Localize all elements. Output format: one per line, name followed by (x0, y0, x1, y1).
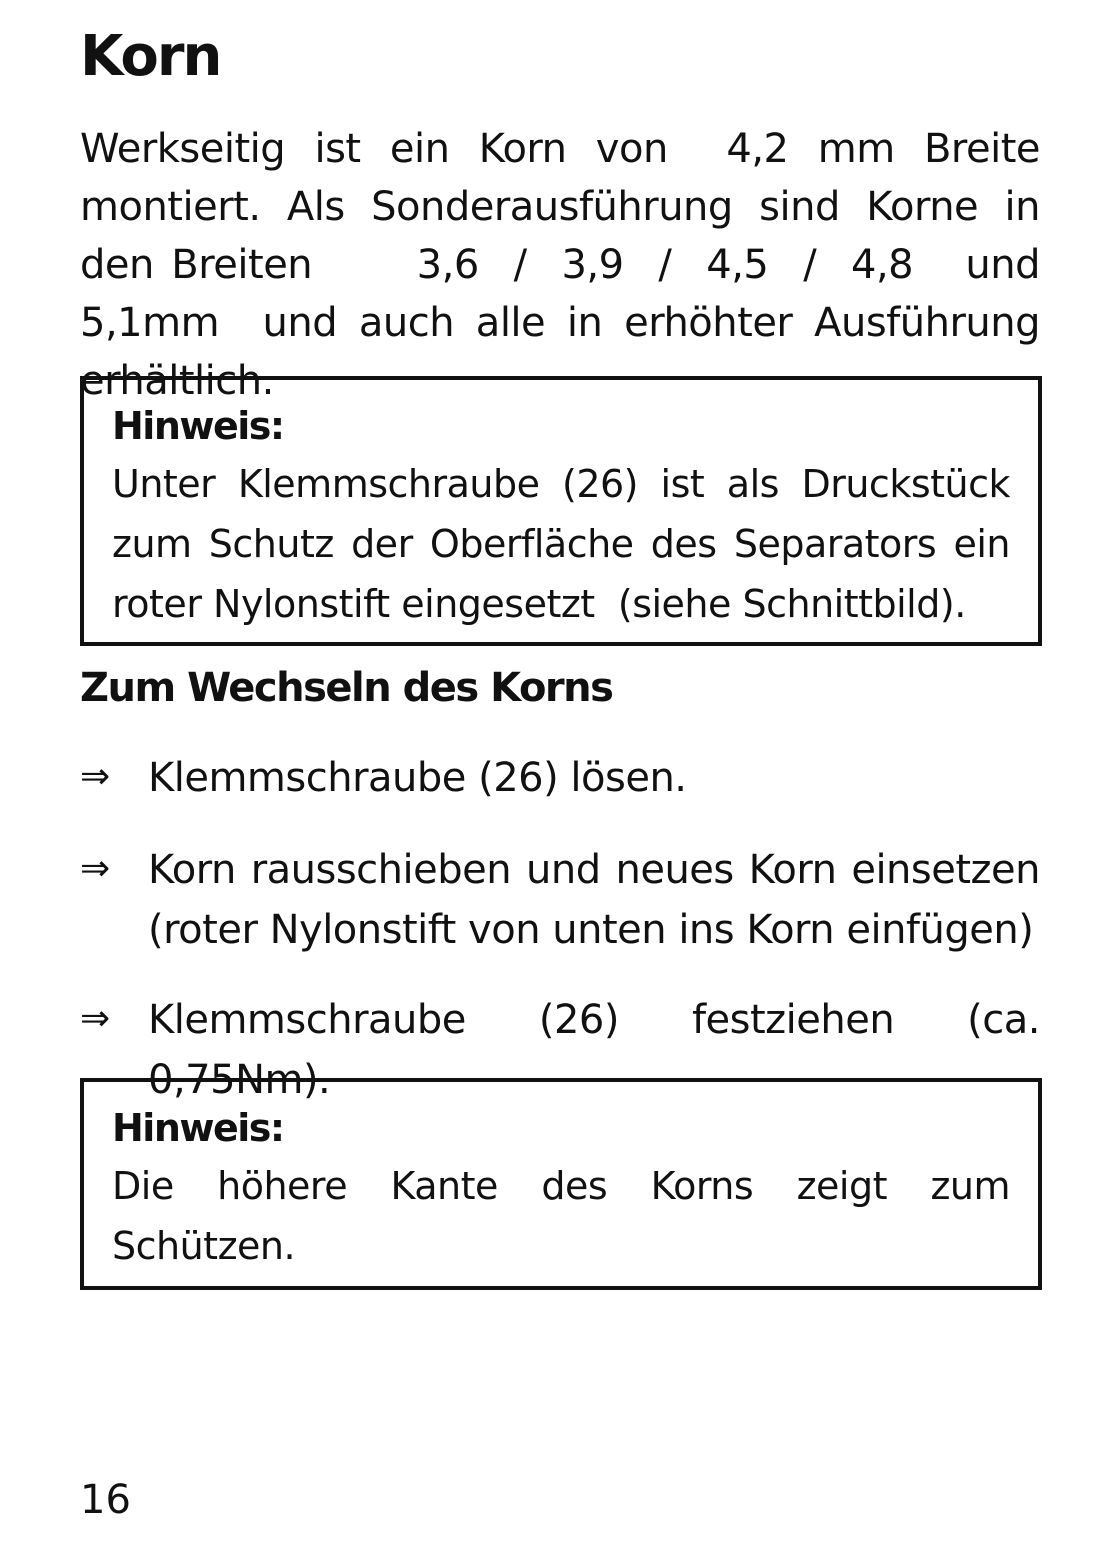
page-title: Korn (80, 24, 221, 89)
section-heading: Zum Wechseln des Korns (80, 665, 613, 711)
step-text: Klemmschraube (26) festziehen (ca. 0,75Nm). (148, 997, 1053, 1103)
note-box (80, 376, 1042, 646)
double-arrow-icon: ⇒ (80, 998, 111, 1039)
double-arrow-icon: ⇒ (80, 848, 111, 889)
note-heading: Hinweis: (112, 1106, 284, 1150)
page-number: 16 (80, 1477, 131, 1523)
step-item (80, 840, 1053, 960)
double-arrow-icon: ⇒ (80, 756, 111, 797)
step-item (80, 748, 1040, 808)
step-text: Klemmschraube (26) lösen. (148, 755, 687, 801)
step-text: Korn rausschieben und neues Korn einsetzen (roter Nylonstift von unten ins Korn einfügen) (148, 847, 1053, 953)
intro-paragraph: Werkseitig ist ein Korn von 4,2 mm Breite montiert. Als Sonderausführung sind Korne in den Breiten 3,6 / 3,9 / 4,5 / 4,8 und 5,1mm und auch alle in erhöhter Ausführung erhältlich. (80, 126, 1065, 404)
note-box (80, 1078, 1042, 1290)
note-text: Die höhere Kante des Korns zeigt zum Schützen. (112, 1164, 1022, 1268)
note-heading: Hinweis: (112, 404, 284, 448)
note-text: Unter Klemmschraube (26) ist als Druckstück zum Schutz der Oberfläche des Separators ein roter Nylonstift eingesetzt (siehe Schnittbild). (112, 462, 1022, 626)
